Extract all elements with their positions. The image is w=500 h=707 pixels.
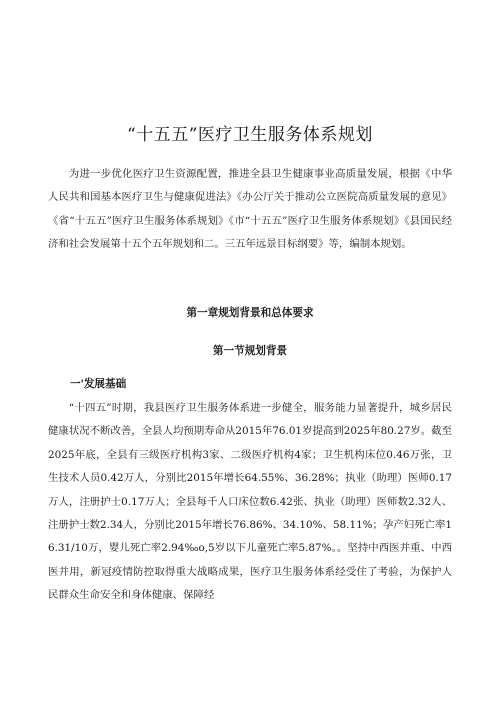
section-heading: 第一节规划背景: [212, 345, 288, 357]
chapter-heading: 第一章规划背景和总体要求: [186, 307, 314, 319]
intro-paragraph: 为进一步优化医疗卫生资源配置，推进全县卫生健康事业高质量发展，根据《中华人民共和国基本医疗卫生与健康促进法》《办公厅关于推动公立医院高质量发展的意见》《省“十五五”医疗卫生服务体系规划》《市“十五五”医疗卫生服务体系规划》《县国民经济和社会发展第十五个五年规划和二。三五年远景目标纲要》等，编制本规划。: [48, 168, 452, 251]
subsection-heading: 一'发展基础: [70, 378, 127, 390]
development-basis-paragraph: “十四五”时期，我县医疗卫生服务体系进一步健全，服务能力显著提升，城乡居民健康状况不断改善，全县人均预期寿命从2015年76.01岁提高到2025年80.27岁。截至2025年底，全县有三级医疗机构3家、二级医疗机构4家；卫生机构床位0.46万张，卫生技术人员0.42万人，分别比2015年增长64.55%、36.28%；执业（助理）医师0.17万人，注册护士0.17万人；全县每千人口床位数6.42张、执业（助理）医师数2.32人、注册护士数2.34人，分别比2015年增长76.86%、34.10%、58.11%；孕产妇死亡率16.31/10万，婴儿死亡率2.94‰o,5岁以下儿童死亡率5.87%。。坚持中西医并重、中西医并用，新冠疫情防控取得重大战略成果，医疗卫生服务体系经受住了考验，为保护人民群众生命安全和身体健康、保障经: [48, 402, 452, 602]
document-title: “十五五”医疗卫生服务体系规划: [127, 125, 373, 145]
